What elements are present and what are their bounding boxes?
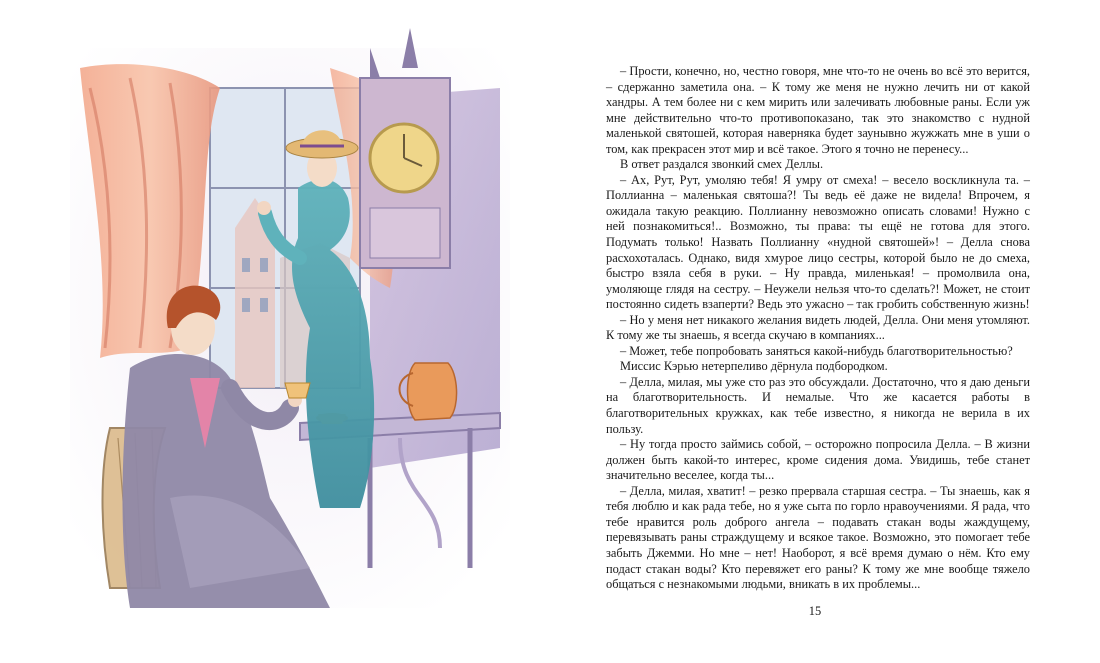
paragraph-7: – Делла, милая, мы уже сто раз это обсуждали. Достаточно, что я даю деньги на благотворительность. И немалые. Что же касается работы в благотворительных кружках, как тебе известно, я никогда не верила в их пользу. (606, 374, 1030, 436)
page-number: 15 (808, 604, 822, 618)
paragraph-8: – Ну тогда просто займись собой, – осторожно попросила Делла. – В жизни должен быть какой-то интерес, кроме сидения дома. Увидишь, тебе станет значительно веселее, когда ты... (606, 437, 1030, 483)
paragraph-1: – Прости, конечно, но, честно говоря, мне что-то не очень во всё это верится, – сдержанно заметила она. – К тому же меня не нужно лечить ни от какой хандры. А тем более ни с кем мирить или залечивать любовные раны. Если уж мне действительно что-то противопоказано, так это знакомство с нудной маленькой святошей, которая наверняка будет заунывно жужжать мне в уши о том, как прекрасен этот мир и всё такое. Этого я точно не перенесу... (606, 64, 1030, 156)
paragraph-6: Миссис Кэрью нетерпеливо дёрнула подбородком. (620, 359, 888, 374)
paragraph-3: – Ах, Рут, Рут, умоляю тебя! Я умру от смеха! – весело воскликнула та. – Поллианна – маленькая святоша?! Ты ведь её даже не видела! Впрочем, я ожидала такую реакцию. Поллианну невозможно описать словами! Нужно с ней познакомиться!.. Возможно, ты права: ты ещё не готова для этого. Подумать только! Назвать Поллианну «нудной святошей»! – Делла снова расхохоталась. Однако, видя хмурое лицо сестры, которой было не до смеха, быстро взяла себя в руки. – Ну правда, миленькая! – промолвила она, умоляюще глядя на сестру. – Неужели нельзя что-то сделать?! Может, не стоит постоянно сидеть взаперти? Ведь это ужасно – так гробить собственную жизнь! (606, 172, 1030, 312)
page-number-container (0, 604, 1100, 619)
watercolor-illustration-icon (70, 28, 510, 620)
paragraph-2: В ответ раздался звонкий смех Деллы. (620, 157, 824, 172)
text-page (606, 64, 1030, 593)
paragraph-9: – Делла, милая, хватит! – резко прервала старшая сестра. – Ты знаешь, как я тебя люблю и как рада тебе, но я уже сыта по горло нравоучениями. Я рада, что тебе нравится роль доброго ангела – подавать стакан воды жаждущему, перевязывать раны страждущему и всякое такое. Возможно, это помогает тебе забыть Джемми. Но мне – нет! Наоборот, я всё время думаю о нём. Кто ему подаст стакан воды? Кто перевяжет его раны? К тому же мне вообще тяжело общаться с незнакомыми людьми, вникать в их проблемы... (606, 483, 1030, 592)
illustration (70, 28, 510, 620)
paragraph-4: – Но у меня нет никакого желания видеть людей, Делла. Они меня утомляют. К тому же ты знаешь, я всегда скучаю в компаниях... (606, 312, 1030, 343)
paragraph-5: – Может, тебе попробовать заняться какой-нибудь благотворительностью? (620, 343, 1013, 358)
